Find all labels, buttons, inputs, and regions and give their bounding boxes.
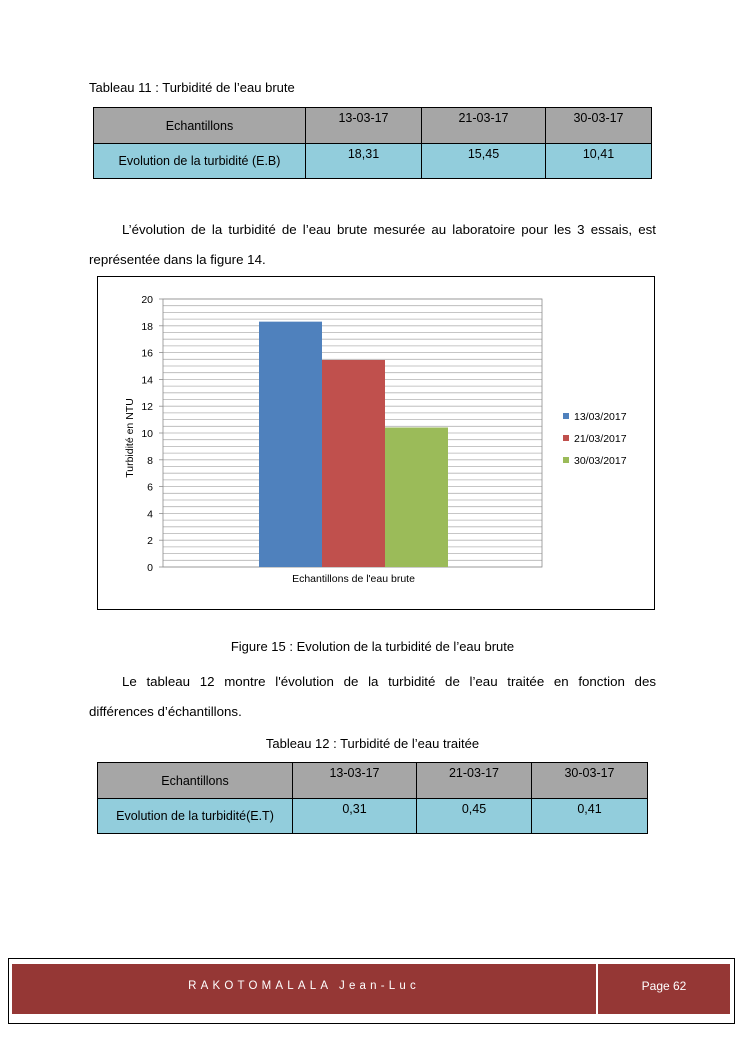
- legend-label: 30/03/2017: [574, 455, 627, 467]
- table-row-label: Evolution de la turbidité(E.T): [98, 799, 293, 834]
- legend-swatch: [563, 413, 569, 419]
- table-header-row: [94, 108, 652, 144]
- y-tick-label: 4: [147, 508, 153, 521]
- table-12: [97, 762, 648, 834]
- table-row: [94, 144, 652, 179]
- table-value-cell: 0,31: [293, 799, 417, 834]
- y-tick-label: 14: [141, 374, 153, 387]
- legend-swatch: [563, 435, 569, 441]
- bar-30/03/2017: [385, 428, 448, 567]
- table-date-cell: 21-03-17: [422, 108, 546, 144]
- y-tick-label: 0: [147, 562, 153, 574]
- footer-author: RAKOTOMALALA Jean-Luc: [12, 964, 596, 1014]
- table-header-label: Echantillons: [94, 108, 306, 144]
- bar-13/03/2017: [259, 322, 322, 567]
- y-tick-label: 16: [141, 347, 153, 360]
- legend-label: 13/03/2017: [574, 411, 627, 423]
- y-axis-label: Turbidité en NTU: [124, 398, 136, 478]
- y-tick-label: 2: [147, 535, 153, 548]
- bar-chart: [98, 277, 654, 609]
- table11-caption: Tableau 11 : Turbidité de l’eau brute: [89, 80, 295, 95]
- paragraph-line: différences d’échantillons.: [89, 704, 242, 719]
- y-tick-label: 10: [141, 428, 153, 440]
- table-row-label: Evolution de la turbidité (E.B): [94, 144, 306, 179]
- table-11: [93, 107, 652, 179]
- x-axis-label: Echantillons de l'eau brute: [292, 573, 415, 585]
- table-date-cell: 30-03-17: [532, 763, 648, 799]
- table-row: [98, 799, 648, 834]
- table-date-cell: 13-03-17: [306, 108, 422, 144]
- figure-caption: Figure 15 : Evolution de la turbidité de l’eau brute: [230, 639, 515, 654]
- legend-swatch: [563, 457, 569, 463]
- y-tick-label: 6: [147, 481, 153, 494]
- bar-21/03/2017: [322, 360, 385, 567]
- paragraph-line: Le tableau 12 montre l'évolution de la turbidité de l’eau traitée en fonction des: [122, 674, 656, 689]
- table-date-cell: 21-03-17: [417, 763, 532, 799]
- table-header-label: Echantillons: [98, 763, 293, 799]
- paragraph-line: L’évolution de la turbidité de l’eau brute mesurée au laboratoire pour les 3 essais, est: [122, 222, 656, 237]
- paragraph-2: [89, 667, 656, 727]
- y-tick-label: 12: [141, 401, 153, 414]
- table-value-cell: 18,31: [306, 144, 422, 179]
- table-header-row: [98, 763, 648, 799]
- paragraph-1: [89, 215, 656, 275]
- table12-caption: Tableau 12 : Turbidité de l’eau traitée: [265, 736, 480, 751]
- paragraph-line: représentée dans la figure 14.: [89, 252, 266, 267]
- table-value-cell: 15,45: [422, 144, 546, 179]
- y-tick-label: 20: [141, 294, 153, 306]
- table-value-cell: 0,41: [532, 799, 648, 834]
- table-date-cell: 13-03-17: [293, 763, 417, 799]
- table-value-cell: 0,45: [417, 799, 532, 834]
- chart-frame: [97, 276, 655, 610]
- y-tick-label: 18: [141, 320, 153, 333]
- y-tick-label: 8: [147, 454, 153, 467]
- table-value-cell: 10,41: [546, 144, 652, 179]
- legend-label: 21/03/2017: [574, 433, 627, 445]
- table-date-cell: 30-03-17: [546, 108, 652, 144]
- footer-page-number: Page 62: [598, 964, 730, 1014]
